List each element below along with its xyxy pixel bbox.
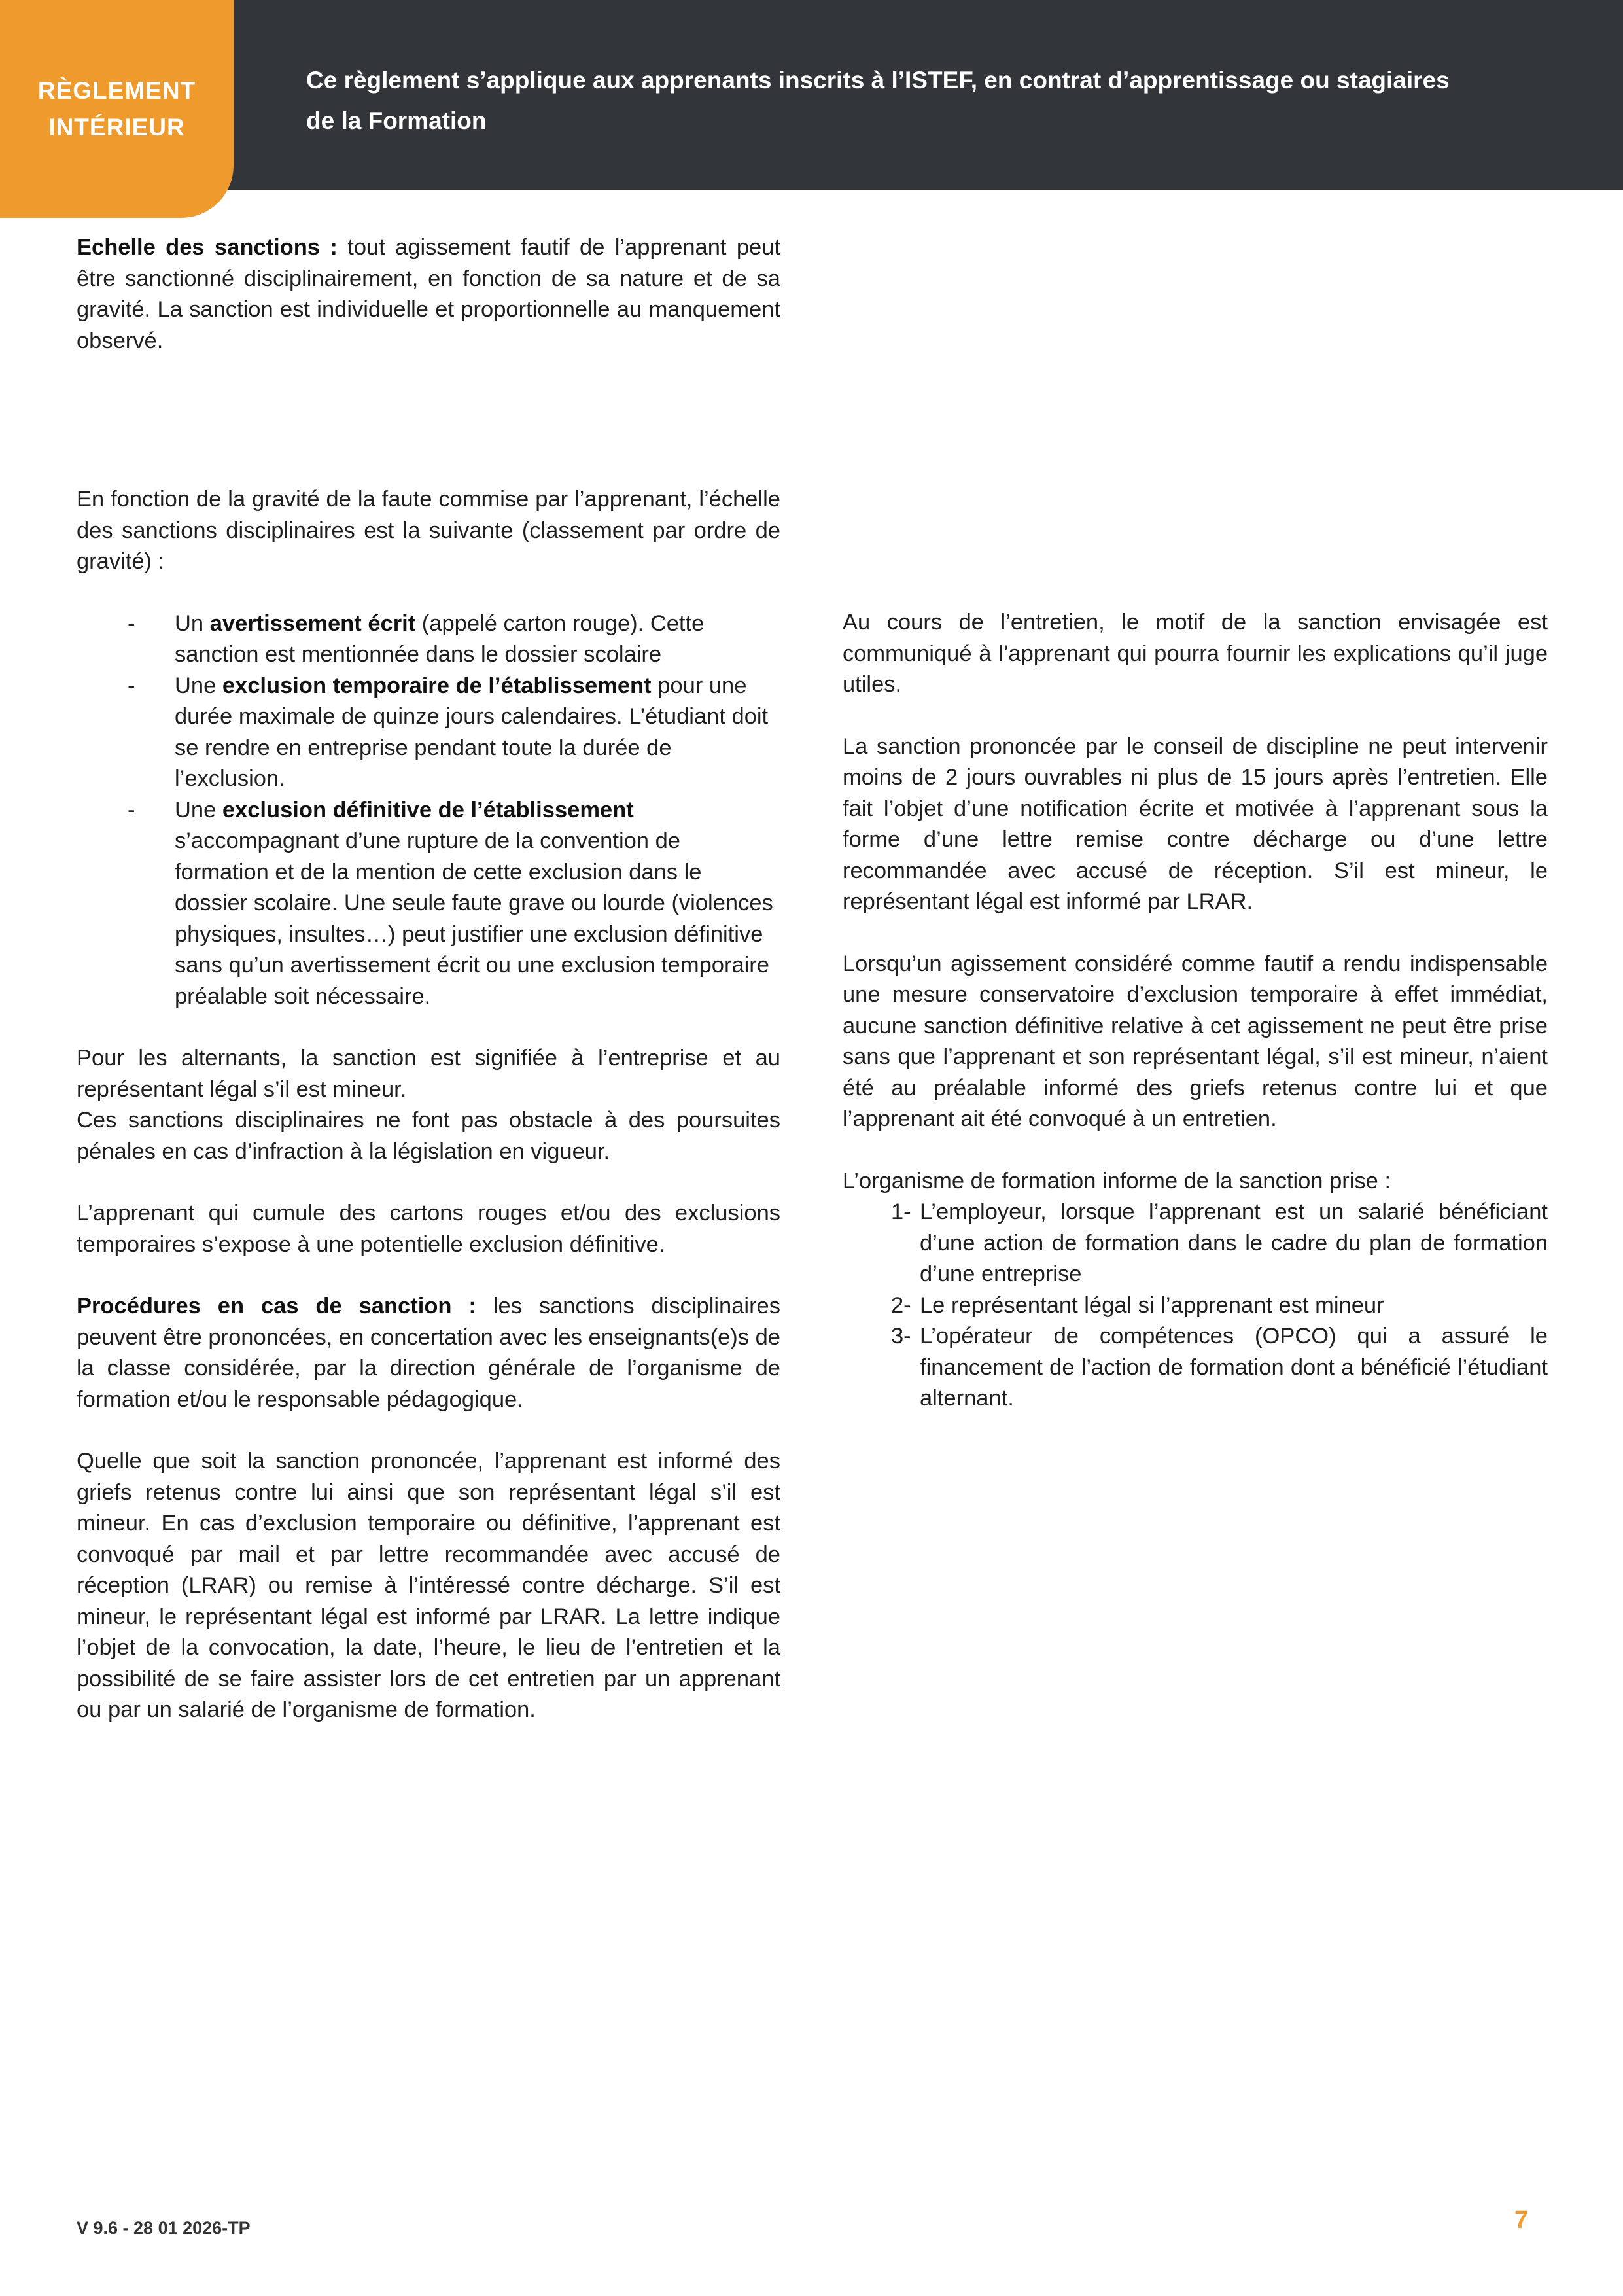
list-number: 3- — [891, 1324, 911, 1349]
entretien-paragraph: Au cours de l’entretien, le motif de la sanction envisagée est communiqué à l’apprenant qui pourra fournir les explications qu’il juge utiles. — [843, 610, 1548, 697]
header-bar — [0, 0, 1623, 190]
page-number: 7 — [1514, 2206, 1529, 2234]
item2-post: pour une durée maximale de quinze jours calendaires. L’étudiant doit se rendre en entreprise pendant toute la durée de l’exclusion. — [175, 673, 769, 791]
intro-paragraph: En fonction de la gravité de la faute commise par l’apprenant, l’échelle des sanctions disciplinaires est la suivante (classement par ordre de gravité) : — [77, 487, 780, 574]
list-item — [77, 671, 780, 795]
alternants-paragraph: Pour les alternants, la sanction est signifiée à l’entreprise et au représentant légal s’il est mineur. — [77, 1046, 780, 1102]
item2-pre: Une — [175, 673, 222, 698]
list-number: 2- — [891, 1292, 911, 1318]
poursuites-paragraph: Ces sanctions disciplinaires ne font pas obstacle à des poursuites pénales en cas d’infraction à la législation en vigueur. — [77, 1108, 780, 1164]
dash-bullet: - — [128, 673, 135, 698]
convocation-paragraph: Quelle que soit la sanction prononcée, l’apprenant est informé des griefs retenus contre lui ainsi que son représentant légal s’il est mineur. En cas d’exclusion temporaire ou définitive, l’apprenant est convoqué par mail et par lettre recommandée avec accusé de réception (LRAR) ou remise à l’intéressé contre décharge. S’il est mineur, le représentant légal est informé par LRAR. La lettre indique l’objet de la convocation, la date, l’heure, le lieu de l’entretien et la possibilité de se faire assister lors de cet entretien par un apprenant ou par un salarié de l’organisme de formation. — [77, 1449, 780, 1722]
list-text: L’employeur, lorsque l’apprenant est un salarié bénéficiant d’une action de formation dans le cadre du plan de formation d’une entreprise — [920, 1199, 1548, 1286]
list-item — [843, 1321, 1548, 1415]
prononcee-paragraph: La sanction prononcée par le conseil de discipline ne peut intervenir moins de 2 jours ouvrables ni plus de 15 jours après l’entretien. Elle fait l’objet d’une notification écrite et motivée à l’apprenant sous la forme d’une lettre remise contre décharge ou d’une lettre recommandée avec accusé de réception. S’il est mineur, le représentant légal est informé par LRAR. — [843, 733, 1548, 914]
list-text: L’opérateur de compétences (OPCO) qui a assuré le financement de l’action de formation dont a bénéficié l’étudiant alternant. — [920, 1324, 1548, 1411]
item1-pre: Un — [175, 610, 210, 636]
right-column — [843, 607, 1548, 1415]
item3-pre: Une — [175, 797, 222, 822]
dash-bullet: - — [128, 610, 135, 636]
list-item — [843, 1290, 1548, 1322]
list-item — [843, 1197, 1548, 1290]
item1-bold: avertissement écrit — [209, 610, 416, 636]
header-tab — [0, 0, 234, 218]
conservatoire-paragraph: Lorsqu’un agissement considéré comme fautif a rendu indispensable une mesure conservatoire d’exclusion temporaire à effet immédiat, aucune sanction définitive relative à cet agissement ne peut être prise sans que l’apprenant et son représentant légal, s’il est mineur, n’aient été au préalable informé des griefs retenus contre lui et que l’apprenant ait été convoqué à un entretien. — [843, 951, 1548, 1131]
header-tab-line2: INTÉRIEUR — [48, 113, 185, 141]
item3-bold: exclusion définitive de l’établissement — [222, 797, 634, 822]
procedures-title: Procédures en cas de sanction : — [77, 1294, 476, 1318]
list-text: Le représentant légal si l’apprenant est mineur — [920, 1292, 1384, 1318]
list-item — [77, 795, 780, 1013]
header-tab-line1: RÈGLEMENT — [37, 77, 196, 104]
item1-post: (appelé carton rouge). Cette sanction est mentionnée dans le dossier scolaire — [175, 610, 705, 667]
sanctions-list — [77, 609, 780, 1013]
cumul-paragraph: L’apprenant qui cumule des cartons rouges et/ou des exclusions temporaires s’expose à une potentielle exclusion définitive. — [77, 1201, 780, 1257]
echelle-title: Echelle des sanctions : — [77, 235, 338, 260]
echelle-text: tout agissement fautif de l’apprenant peut être sanctionné disciplinairement, en fonction de sa nature et de sa gravité. La sanction est individuelle et proportionnelle au manquement observé. — [77, 235, 781, 353]
header-text — [306, 60, 1536, 141]
footer-version: V 9.6 - 28 01 2026-TP — [77, 2218, 251, 2238]
item3-post: s’accompagnant d’une rupture de la convention de formation et de la mention de cette exclusion dans le dossier scolaire. Une seule faute grave ou lourde (violences physiques, insultes…) peut justifier une exclusion définitive sans qu’un avertissement écrit ou une exclusion temporaire préalable soit nécessaire. — [175, 828, 773, 1009]
echelle-paragraph — [77, 232, 780, 357]
informed-parties-list — [843, 1197, 1548, 1415]
header-text-line2: de la Formation — [306, 107, 487, 134]
item2-bold: exclusion temporaire de l’établissement — [222, 673, 652, 698]
organisme-paragraph: L’organisme de formation informe de la sanction prise : — [843, 1168, 1391, 1193]
list-item — [77, 609, 780, 671]
list-number: 1- — [891, 1199, 911, 1224]
header-text-line1: Ce règlement s’applique aux apprenants inscrits à l’ISTEF, en contrat d’apprentissage ou stagiaires — [306, 67, 1450, 94]
dash-bullet: - — [128, 797, 135, 822]
left-column — [77, 232, 780, 1726]
procedures-text: les sanctions disciplinaires peuvent être prononcées, en concertation avec les enseignants(e)s de la classe considérée, par la direction générale de l’organisme de formation et/ou le responsable pédagogique. — [77, 1294, 780, 1412]
procedures-paragraph — [77, 1291, 780, 1415]
